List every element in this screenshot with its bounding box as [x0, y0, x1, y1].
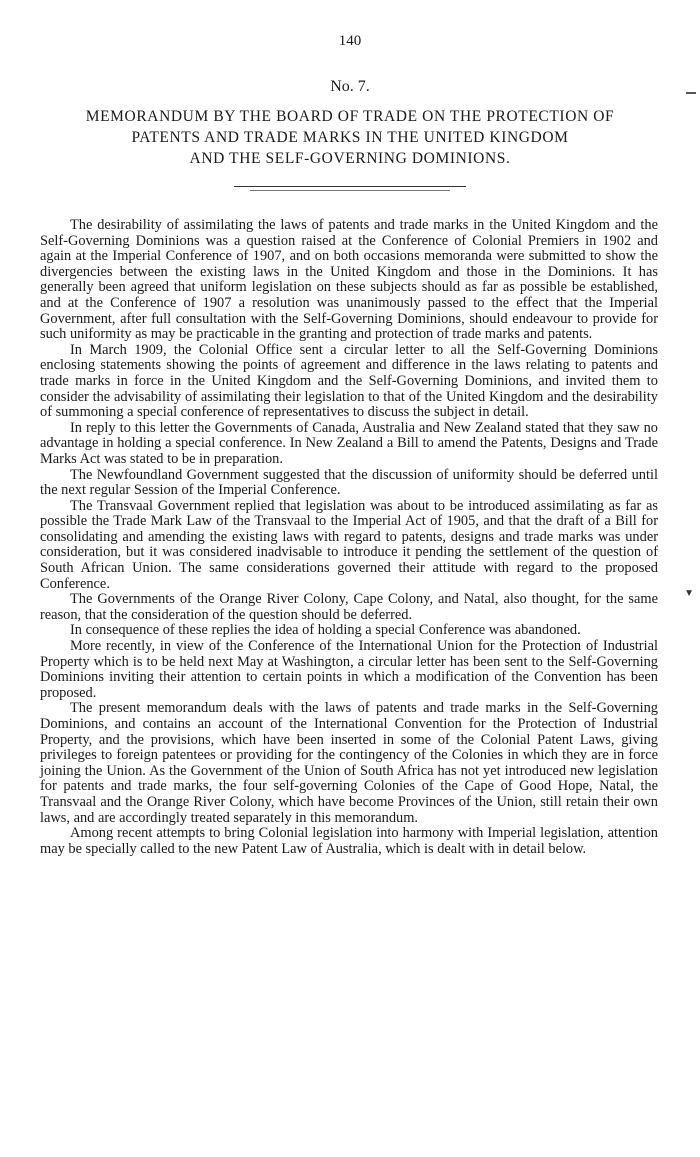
paragraph-9: The present memorandum deals with the laws of patents and trade marks in the Self-Governing Dominions, and contains an account of the International Convention for the Protection of Industrial Property, and the provisions, which have been inserted in some of the Colonial Patent Laws, giving privileges to foreign patentees or providing for the contingency of the Colonies in which they are in force joining the Union. As the Government of the Union of South Africa has not yet introduced new legislation for patents and trade marks, the four self-governing Colonies of the Cape of Good Hope, Natal, the Transvaal and the Orange River Colony, which have become Provinces of the Union, still retain their own laws, and are accordingly treated separately in this memorandum.	[40, 700, 658, 826]
title-line-3: AND THE SELF-GOVERNING DOMINIONS.	[189, 150, 511, 167]
margin-mark	[686, 92, 696, 94]
memorandum-body	[40, 218, 658, 857]
paragraph-5: The Transvaal Government replied that legislation was about to be introduced assimilating as far as possible the Trade Mark Law of the Transvaal to the Imperial Act of 1905, and that the draft of a Bill for consolidating and amending the existing laws with regard to patents, designs and trade marks was under consideration, but it was considered inadvisable to introduce it pending the settlement of the question of South African Union. The same considerations governed their attitude with regard to the proposed Conference.	[40, 497, 658, 592]
paragraph-2: In March 1909, the Colonial Office sent a circular letter to all the Self-Governing Dominions enclosing statements showing the points of agreement and difference in the laws relating to patents and trade marks in force in the United Kingdom and the Self-Governing Dominions, and invited them to consider the advisability of assimilating their legislation to that of the United Kingdom and the desirability of summoning a special conference of representatives to discuss the subject in detail.	[40, 341, 658, 421]
paragraph-8: More recently, in view of the Conference of the International Union for the Protection of Industrial Property which is to be held next May at Washington, a circular letter has been sent to the Self-Governing Dominions inviting their attention to certain points in which a modification of the Convention has been proposed.	[40, 638, 658, 701]
title-divider-thin	[250, 190, 450, 191]
paragraph-3: In reply to this letter the Governments of Canada, Australia and New Zealand stated that they saw no advantage in holding a special conference. In New Zealand a Bill to amend the Patents, Designs and Trade Marks Act was stated to be in preparation.	[40, 419, 658, 467]
paragraph-10: Among recent attempts to bring Colonial legislation into harmony with Imperial legislation, attention may be specially called to the new Patent Law of Australia, which is dealt with in detail below.	[40, 825, 658, 857]
paragraph-1: The desirability of assimilating the laws of patents and trade marks in the United Kingdom and the Self-Governing Dominions was a question raised at the Conference of Colonial Premiers in 1902 and again at the Imperial Conference of 1907, and on both occasions memoranda were submitted to show the divergencies between the existing laws in the United Kingdom and those in the Dominions. It has generally been agreed that uniform legislation on these subjects should as far as possible be established, and at the Conference of 1907 a resolution was unanimously passed to the effect that the Imperial Government, after full consultation with the Self-Governing Dominions, should endeavour to provide for such uniformity as may be practicable in the granting and protection of trade marks and patents.	[40, 217, 658, 343]
title-line-2: PATENTS AND TRADE MARKS IN THE UNITED KINGDOM	[131, 129, 569, 146]
title-divider	[234, 186, 466, 187]
margin-arrow-icon: ▼	[684, 588, 694, 599]
paragraph-6: The Governments of the Orange River Colony, Cape Colony, and Natal, also thought, for the same reason, that the consideration of the question should be deferred.	[40, 591, 658, 623]
paragraph-4: The Newfoundland Government suggested that the discussion of uniformity should be deferred until the next regular Session of the Imperial Conference.	[40, 466, 658, 499]
memorandum-title	[30, 106, 670, 169]
title-line-1: MEMORANDUM BY THE BOARD OF TRADE ON THE PROTECTION OF	[85, 108, 615, 125]
page-number: 140	[338, 33, 362, 49]
paragraph-7: In consequence of these replies the idea of holding a special Conference was abandoned.	[70, 622, 581, 639]
document-number: No. 7.	[330, 78, 370, 95]
